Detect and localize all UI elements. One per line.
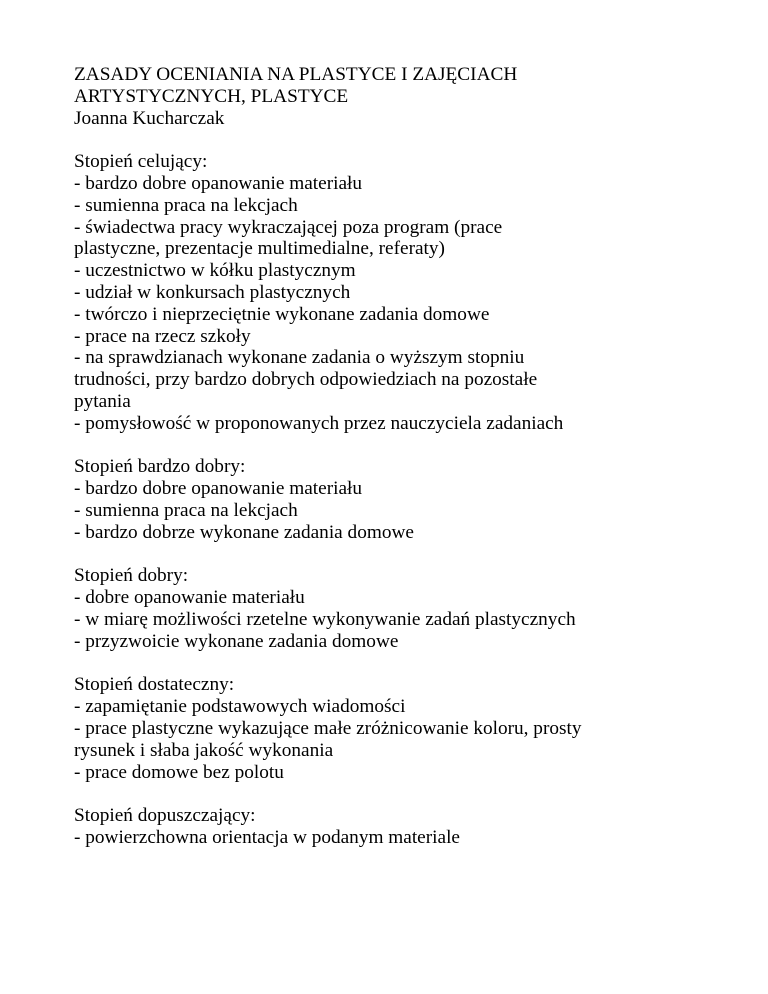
- document-title: [74, 64, 734, 108]
- grade-heading: Stopień dostateczny:: [74, 674, 235, 696]
- grade-section-body: [74, 456, 734, 543]
- grade-criterion-line: rysunek i słaba jakość wykonania: [74, 739, 334, 761]
- grade-criterion-line: - bardzo dobre opanowanie materiału: [74, 478, 363, 500]
- grade-criterion-line: trudności, przy bardzo dobrych odpowiedziach na pozostałe: [74, 369, 538, 391]
- grade-criterion-line: - prace domowe bez polotu: [74, 761, 284, 783]
- grade-heading: Stopień dopuszczający:: [74, 805, 256, 827]
- grade-criterion-line: - twórczo i nieprzeciętnie wykonane zadania domowe: [74, 303, 490, 325]
- grade-section: [74, 456, 734, 543]
- title-line: ZASADY OCENIANIA NA PLASTYCE I ZAJĘCIACH: [74, 64, 518, 85]
- grade-criterion-line: - na sprawdzianach wykonane zadania o wyższym stopniu: [74, 347, 525, 369]
- grade-heading: Stopień celujący:: [74, 151, 208, 173]
- document-header: [74, 64, 734, 129]
- grade-criterion-line: pytania: [74, 390, 131, 412]
- grade-criterion-line: - sumienna praca na lekcjach: [74, 194, 298, 216]
- grade-section: [74, 565, 734, 652]
- grading-sections: [74, 151, 734, 849]
- grade-criterion-line: - sumienna praca na lekcjach: [74, 499, 298, 521]
- author-name: Joanna Kucharczak: [74, 107, 225, 129]
- grade-criterion-line: - bardzo dobre opanowanie materiału: [74, 172, 363, 194]
- grade-criterion-line: - zapamiętanie podstawowych wiadomości: [74, 696, 406, 718]
- grade-section-body: [74, 565, 734, 652]
- grade-criterion-line: - świadectwa pracy wykraczającej poza program (prace: [74, 216, 503, 238]
- grade-section-body: [74, 805, 734, 849]
- grade-criterion-line: - uczestnictwo w kółku plastycznym: [74, 260, 356, 282]
- grade-criterion-line: - prace plastyczne wykazujące małe zróżnicowanie koloru, prosty: [74, 717, 582, 739]
- grade-criterion-line: - pomysłowość w proponowanych przez nauczyciela zadaniach: [74, 412, 564, 434]
- grade-criterion-line: - udział w konkursach plastycznych: [74, 281, 351, 303]
- document-author: [74, 108, 734, 130]
- title-line: ARTYSTYCZNYCH, PLASTYCE: [74, 85, 349, 107]
- grade-section: [74, 674, 734, 783]
- grade-criterion-line: - powierzchowna orientacja w podanym materiale: [74, 826, 460, 848]
- grade-criterion-line: plastyczne, prezentacje multimedialne, referaty): [74, 238, 445, 260]
- grade-criterion-line: - przyzwoicie wykonane zadania domowe: [74, 630, 399, 652]
- grade-section: [74, 805, 734, 849]
- document-page: [74, 64, 734, 870]
- grade-criterion-line: - dobre opanowanie materiału: [74, 587, 305, 609]
- grade-criterion-line: - w miarę możliwości rzetelne wykonywanie zadań plastycznych: [74, 608, 576, 630]
- grade-heading: Stopień dobry:: [74, 565, 189, 587]
- grade-criterion-line: - prace na rzecz szkoły: [74, 325, 251, 347]
- grade-section: [74, 151, 734, 434]
- grade-criterion-line: - bardzo dobrze wykonane zadania domowe: [74, 521, 414, 543]
- grade-heading: Stopień bardzo dobry:: [74, 456, 246, 478]
- grade-section-body: [74, 151, 734, 434]
- grade-section-body: [74, 674, 734, 783]
